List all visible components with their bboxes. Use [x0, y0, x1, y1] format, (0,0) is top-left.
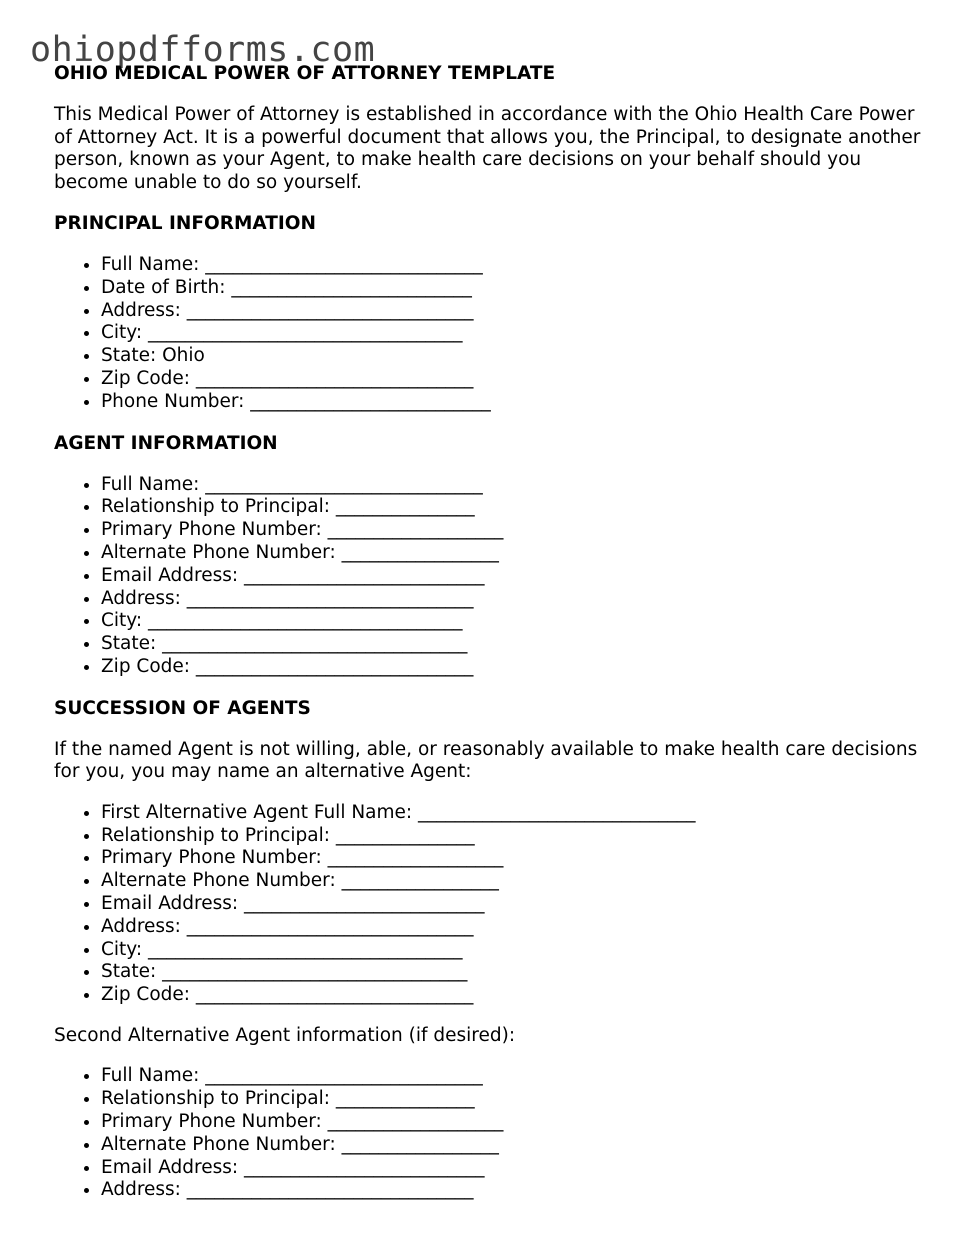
- watermark-logo: ohiopdfforms.com: [30, 30, 376, 70]
- first-alternative-list: [54, 802, 934, 1007]
- second-alt-address: • Address: _______________________________: [101, 1179, 934, 1202]
- second-alt-email: • Email Address: __________________________: [101, 1157, 934, 1180]
- principal-city: • City: __________________________________: [101, 322, 934, 345]
- first-alt-primary-phone: • Primary Phone Number: ___________________: [101, 847, 934, 870]
- second-alternative-intro: Second Alternative Agent information (if desired):: [54, 1024, 516, 1046]
- agent-email: • Email Address: __________________________: [101, 565, 934, 588]
- intro-paragraph: This Medical Power of Attorney is established in accordance with the Ohio Health Care Power of Attorney Act. It is a powerful document that allows you, the Principal, to designate another person, known as your Agent, to make health care decisions on your behalf should you become unable to do so yourself.: [54, 104, 921, 193]
- principal-full-name: • Full Name: ______________________________: [101, 254, 934, 277]
- second-alt-relationship: • Relationship to Principal: _______________: [101, 1088, 934, 1111]
- principal-phone-number: • Phone Number: __________________________: [101, 391, 934, 414]
- first-alt-state: • State: _________________________________: [101, 961, 934, 984]
- agent-zip-code: • Zip Code: ______________________________: [101, 656, 934, 679]
- principal-date-of-birth: • Date of Birth: __________________________: [101, 277, 934, 300]
- principal-heading: PRINCIPAL INFORMATION: [54, 213, 317, 234]
- principal-state: • State: Ohio: [101, 345, 934, 368]
- agent-state: • State: _________________________________: [101, 633, 934, 656]
- document-page: [54, 62, 934, 1202]
- first-alt-zip-code: • Zip Code: ______________________________: [101, 984, 934, 1007]
- second-alternative-list: [54, 1065, 934, 1202]
- second-alt-primary-phone: • Primary Phone Number: ___________________: [101, 1111, 934, 1134]
- first-alt-city: • City: __________________________________: [101, 939, 934, 962]
- second-alt-full-name: • Full Name: ______________________________: [101, 1065, 934, 1088]
- agent-full-name: • Full Name: ______________________________: [101, 474, 934, 497]
- first-alt-full-name: • First Alternative Agent Full Name: ______________________________: [101, 802, 934, 825]
- first-alt-address: • Address: _______________________________: [101, 916, 934, 939]
- first-alt-relationship: • Relationship to Principal: _______________: [101, 825, 934, 848]
- principal-list: [54, 254, 934, 414]
- second-alt-alternate-phone: • Alternate Phone Number: _________________: [101, 1134, 934, 1157]
- agent-list: [54, 474, 934, 679]
- agent-alternate-phone: • Alternate Phone Number: _________________: [101, 542, 934, 565]
- principal-zip-code: • Zip Code: ______________________________: [101, 368, 934, 391]
- agent-city: • City: __________________________________: [101, 610, 934, 633]
- principal-address: • Address: _______________________________: [101, 300, 934, 323]
- first-alt-email: • Email Address: __________________________: [101, 893, 934, 916]
- succession-heading: SUCCESSION OF AGENTS: [54, 697, 311, 719]
- succession-intro: If the named Agent is not willing, able, or reasonably available to make health care decisions for you, you may name an alternative Agent:: [54, 738, 918, 783]
- first-alt-alternate-phone: • Alternate Phone Number: _________________: [101, 870, 934, 893]
- agent-primary-phone: • Primary Phone Number: ___________________: [101, 519, 934, 542]
- document-title: OHIO MEDICAL POWER OF ATTORNEY TEMPLATE: [54, 63, 556, 84]
- agent-heading: AGENT INFORMATION: [54, 432, 278, 454]
- agent-address: • Address: _______________________________: [101, 588, 934, 611]
- agent-relationship: • Relationship to Principal: _______________: [101, 496, 934, 519]
